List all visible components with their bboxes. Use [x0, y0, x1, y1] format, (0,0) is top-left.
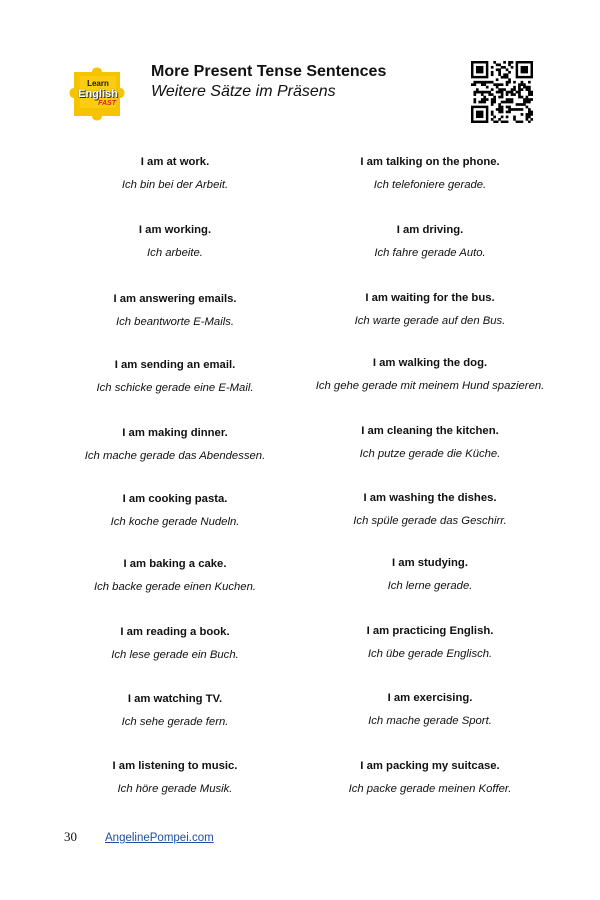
german-translation: Ich sehe gerade fern.	[121, 716, 229, 728]
german-translation: Ich packe gerade meinen Koffer.	[348, 783, 512, 795]
german-translation: Ich putze gerade die Küche.	[359, 448, 501, 460]
logo-line-english: English	[78, 88, 118, 100]
english-sentence: I am talking on the phone.	[360, 156, 500, 168]
sentence-pair	[300, 291, 560, 328]
english-sentence: I am listening to music.	[112, 760, 238, 772]
english-sentence: I am driving.	[396, 224, 464, 236]
sentence-pair	[300, 356, 560, 393]
sentence-pair	[45, 223, 305, 260]
german-translation: Ich lese gerade ein Buch.	[111, 649, 239, 661]
german-translation: Ich mache gerade das Abendessen.	[84, 450, 266, 462]
sentence-pair	[45, 692, 305, 729]
learn-english-fast-logo	[66, 62, 130, 124]
english-sentence: I am practicing English.	[366, 625, 494, 637]
english-sentence: I am cooking pasta.	[122, 493, 228, 505]
sentence-pair	[300, 556, 560, 593]
website-link[interactable]: AngelinePompei.com	[105, 832, 214, 844]
german-translation: Ich backe gerade einen Kuchen.	[93, 581, 257, 593]
german-translation: Ich mache gerade Sport.	[368, 715, 492, 727]
german-translation: Ich beantworte E-Mails.	[115, 316, 235, 328]
german-translation: Ich höre gerade Musik.	[117, 783, 233, 795]
sentence-pair	[45, 557, 305, 594]
english-sentence: I am answering emails.	[113, 293, 237, 305]
english-sentence: I am making dinner.	[122, 427, 228, 439]
german-translation: Ich koche gerade Nudeln.	[110, 516, 240, 528]
sentence-pair	[45, 292, 305, 329]
sentence-pair	[45, 759, 305, 796]
page-number: 30	[64, 829, 77, 844]
sentence-pair	[45, 625, 305, 662]
sentence-pair	[300, 691, 560, 728]
german-translation: Ich telefoniere gerade.	[373, 179, 487, 191]
german-translation: Ich arbeite.	[147, 247, 203, 259]
german-translation: Ich bin bei der Arbeit.	[121, 179, 229, 191]
english-sentence: I am sending an email.	[114, 359, 236, 371]
sentence-pair	[300, 424, 560, 461]
german-translation: Ich spüle gerade das Geschirr.	[353, 515, 507, 527]
english-sentence: I am exercising.	[387, 692, 473, 704]
english-sentence: I am watching TV.	[127, 693, 223, 705]
english-sentence: I am working.	[138, 224, 212, 236]
english-sentence: I am packing my suitcase.	[360, 760, 500, 772]
german-translation: Ich fahre gerade Auto.	[374, 247, 486, 259]
german-translation: Ich warte gerade auf den Bus.	[354, 315, 506, 327]
logo-line-fast: FAST	[98, 100, 116, 107]
english-sentence: I am cleaning the kitchen.	[361, 425, 499, 437]
header-title-block	[151, 63, 386, 102]
english-sentence: I am studying.	[392, 557, 468, 569]
english-sentence: I am walking the dog.	[372, 357, 488, 369]
sentence-pair	[300, 624, 560, 661]
logo-line-learn: Learn	[87, 79, 109, 88]
sentence-pair	[45, 492, 305, 529]
english-sentence: I am reading a book.	[120, 626, 230, 638]
qr-code-graphic	[471, 61, 533, 123]
german-translation: Ich schicke gerade eine E-Mail.	[96, 382, 254, 394]
english-sentence: I am waiting for the bus.	[365, 292, 495, 304]
sentence-pair	[45, 358, 305, 395]
english-sentence: I am baking a cake.	[123, 558, 227, 570]
german-translation: Ich gehe gerade mit meinem Hund spazieren.	[315, 380, 545, 392]
page-title: More Present Tense Sentences	[151, 63, 387, 80]
sentence-pair	[45, 426, 305, 463]
sentence-pair	[300, 155, 560, 192]
sentence-pair	[45, 155, 305, 192]
german-translation: Ich lerne gerade.	[387, 580, 473, 592]
page-subtitle: Weitere Sätze im Präsens	[151, 83, 336, 100]
sentence-pair	[300, 759, 560, 796]
english-sentence: I am washing the dishes.	[363, 492, 497, 504]
sentence-pair	[300, 491, 560, 528]
qr-code-icon	[471, 61, 533, 123]
german-translation: Ich übe gerade Englisch.	[367, 648, 493, 660]
english-sentence: I am at work.	[140, 156, 210, 168]
sentence-pair	[300, 223, 560, 260]
